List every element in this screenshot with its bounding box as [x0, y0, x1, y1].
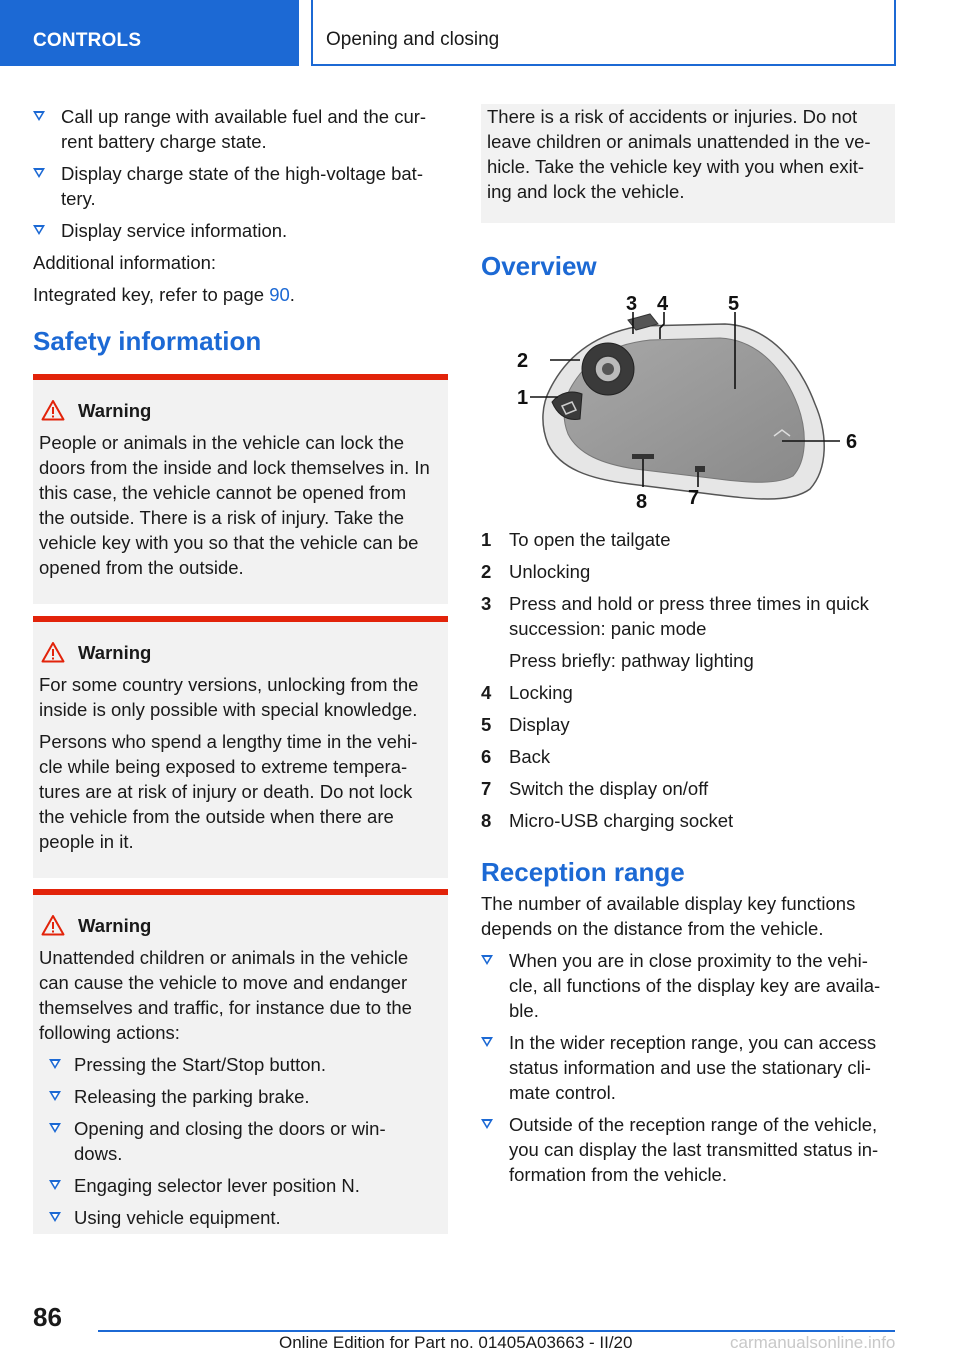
- integrated-key-reference: Integrated key, refer to page 90.: [33, 284, 295, 305]
- legend-item: 5 Display: [481, 714, 570, 735]
- legend-item: 1 To open the tailgate: [481, 529, 671, 550]
- legend-item: 8 Micro-USB charging socket: [481, 810, 734, 831]
- list-item: Releasing the parking brake.: [39, 1084, 441, 1109]
- chapter-title: Opening and closing: [326, 29, 500, 50]
- bullet-triangle-icon: [481, 1037, 493, 1047]
- reception-intro: The number of available display key functions depends on the distance from the vehicle.: [481, 893, 856, 939]
- list-item: Opening and closing the doors or win- dows.: [39, 1116, 441, 1166]
- legend-list: [481, 527, 895, 1194]
- section-title: CONTROLS: [33, 30, 142, 51]
- bullet-triangle-icon: [33, 225, 45, 235]
- list-item: Using vehicle equipment.: [39, 1205, 441, 1230]
- warning-text: Persons who spend a lengthy time in the vehi- cle while being exposed to extreme tempera- tures are at risk of injury or death. Do not lock the vehicle from the outside when there are people in it.: [39, 731, 418, 852]
- bullet-triangle-icon: [49, 1212, 61, 1222]
- warning-text: People or animals in the vehicle can lock the doors from the inside and lock themselves in. In this case, the vehicle cannot be opened from the outside. There is a risk of injury. Take the vehicle key with you so that the vehicle can be opened from the outside.: [39, 432, 430, 578]
- callout-4: 4: [657, 294, 669, 315]
- warning-title: Warning: [78, 400, 152, 421]
- warning-box: [33, 374, 448, 604]
- legend-item: 2 Unlocking: [481, 561, 591, 582]
- bullet-triangle-icon: [33, 111, 45, 121]
- page-link[interactable]: 90: [269, 284, 290, 305]
- callout-7: 7: [688, 487, 700, 509]
- footer-rule: [98, 1330, 895, 1332]
- warning-text: For some country versions, unlocking from the inside is only possible with special knowledge.: [39, 674, 419, 720]
- callout-6: 6: [846, 431, 858, 453]
- warning-text: Unattended children or animals in the vehicle can cause the vehicle to move and endanger themselves and traffic, for instance due to the following actions:: [39, 947, 412, 1043]
- list-item: Display service information.: [33, 218, 448, 243]
- page-number: 86: [33, 1302, 62, 1332]
- section-tab: [0, 0, 299, 66]
- callout-8: 8: [636, 491, 648, 513]
- chapter-tab: [311, 0, 896, 66]
- risk-note-box: There is a risk of accidents or injuries. Do not leave children or animals unattended in the ve- hicle. Take the vehicle key with you when exit- ing and lock the vehicle.: [481, 104, 895, 223]
- warning-triangle-icon: [41, 914, 65, 936]
- warning-triangle-icon: [41, 399, 65, 421]
- callout-2: 2: [517, 350, 529, 372]
- overview-heading: Overview: [481, 251, 597, 281]
- list-item: When you are in close proximity to the vehi- cle, all functions of the display key are availa- ble.: [481, 948, 895, 1023]
- warning-triangle-icon: [41, 641, 65, 663]
- safety-heading: Safety information: [33, 326, 262, 356]
- list-item: Call up range with available fuel and the cur- rent battery charge state.: [33, 104, 448, 154]
- warning-box: [33, 616, 448, 878]
- legend-item: 6 Back: [481, 746, 551, 767]
- callout-3: 3: [626, 294, 638, 315]
- edition-info: Online Edition for Part no. 01405A03663 - II/20: [279, 1333, 633, 1352]
- bullet-triangle-icon: [49, 1059, 61, 1069]
- list-item: Outside of the reception range of the vehicle, you can display the last transmitted status in- formation from the vehicle.: [481, 1112, 895, 1187]
- left-column: [33, 104, 448, 356]
- warning-box: [33, 889, 448, 1234]
- list-item: Engaging selector lever position N.: [39, 1173, 441, 1198]
- legend-item: 3 Press and hold or press three times in quick succession: panic mode Press briefly: pathway lighting: [481, 593, 869, 671]
- legend-item: 7 Switch the display on/off: [481, 778, 709, 799]
- warning-title: Warning: [78, 915, 152, 936]
- reception-heading: Reception range: [481, 857, 685, 887]
- legend-item: 4 Locking: [481, 682, 573, 703]
- bullet-triangle-icon: [49, 1123, 61, 1133]
- list-item: In the wider reception range, you can access status information and use the stationary cli- mate control.: [481, 1030, 895, 1105]
- bullet-triangle-icon: [49, 1091, 61, 1101]
- bullet-triangle-icon: [33, 168, 45, 178]
- bullet-triangle-icon: [49, 1180, 61, 1190]
- callout-1: 1: [517, 387, 529, 409]
- list-item: Pressing the Start/Stop button.: [39, 1052, 441, 1077]
- warning-title: Warning: [78, 642, 152, 663]
- list-item: Display charge state of the high-voltage bat- tery.: [33, 161, 448, 211]
- display-key-illustration: [510, 294, 862, 516]
- additional-info-label: Additional information:: [33, 252, 217, 273]
- bullet-triangle-icon: [481, 1119, 493, 1129]
- bullet-triangle-icon: [481, 955, 493, 965]
- watermark: carmanualsonline.info: [730, 1333, 896, 1352]
- callout-5: 5: [728, 294, 740, 315]
